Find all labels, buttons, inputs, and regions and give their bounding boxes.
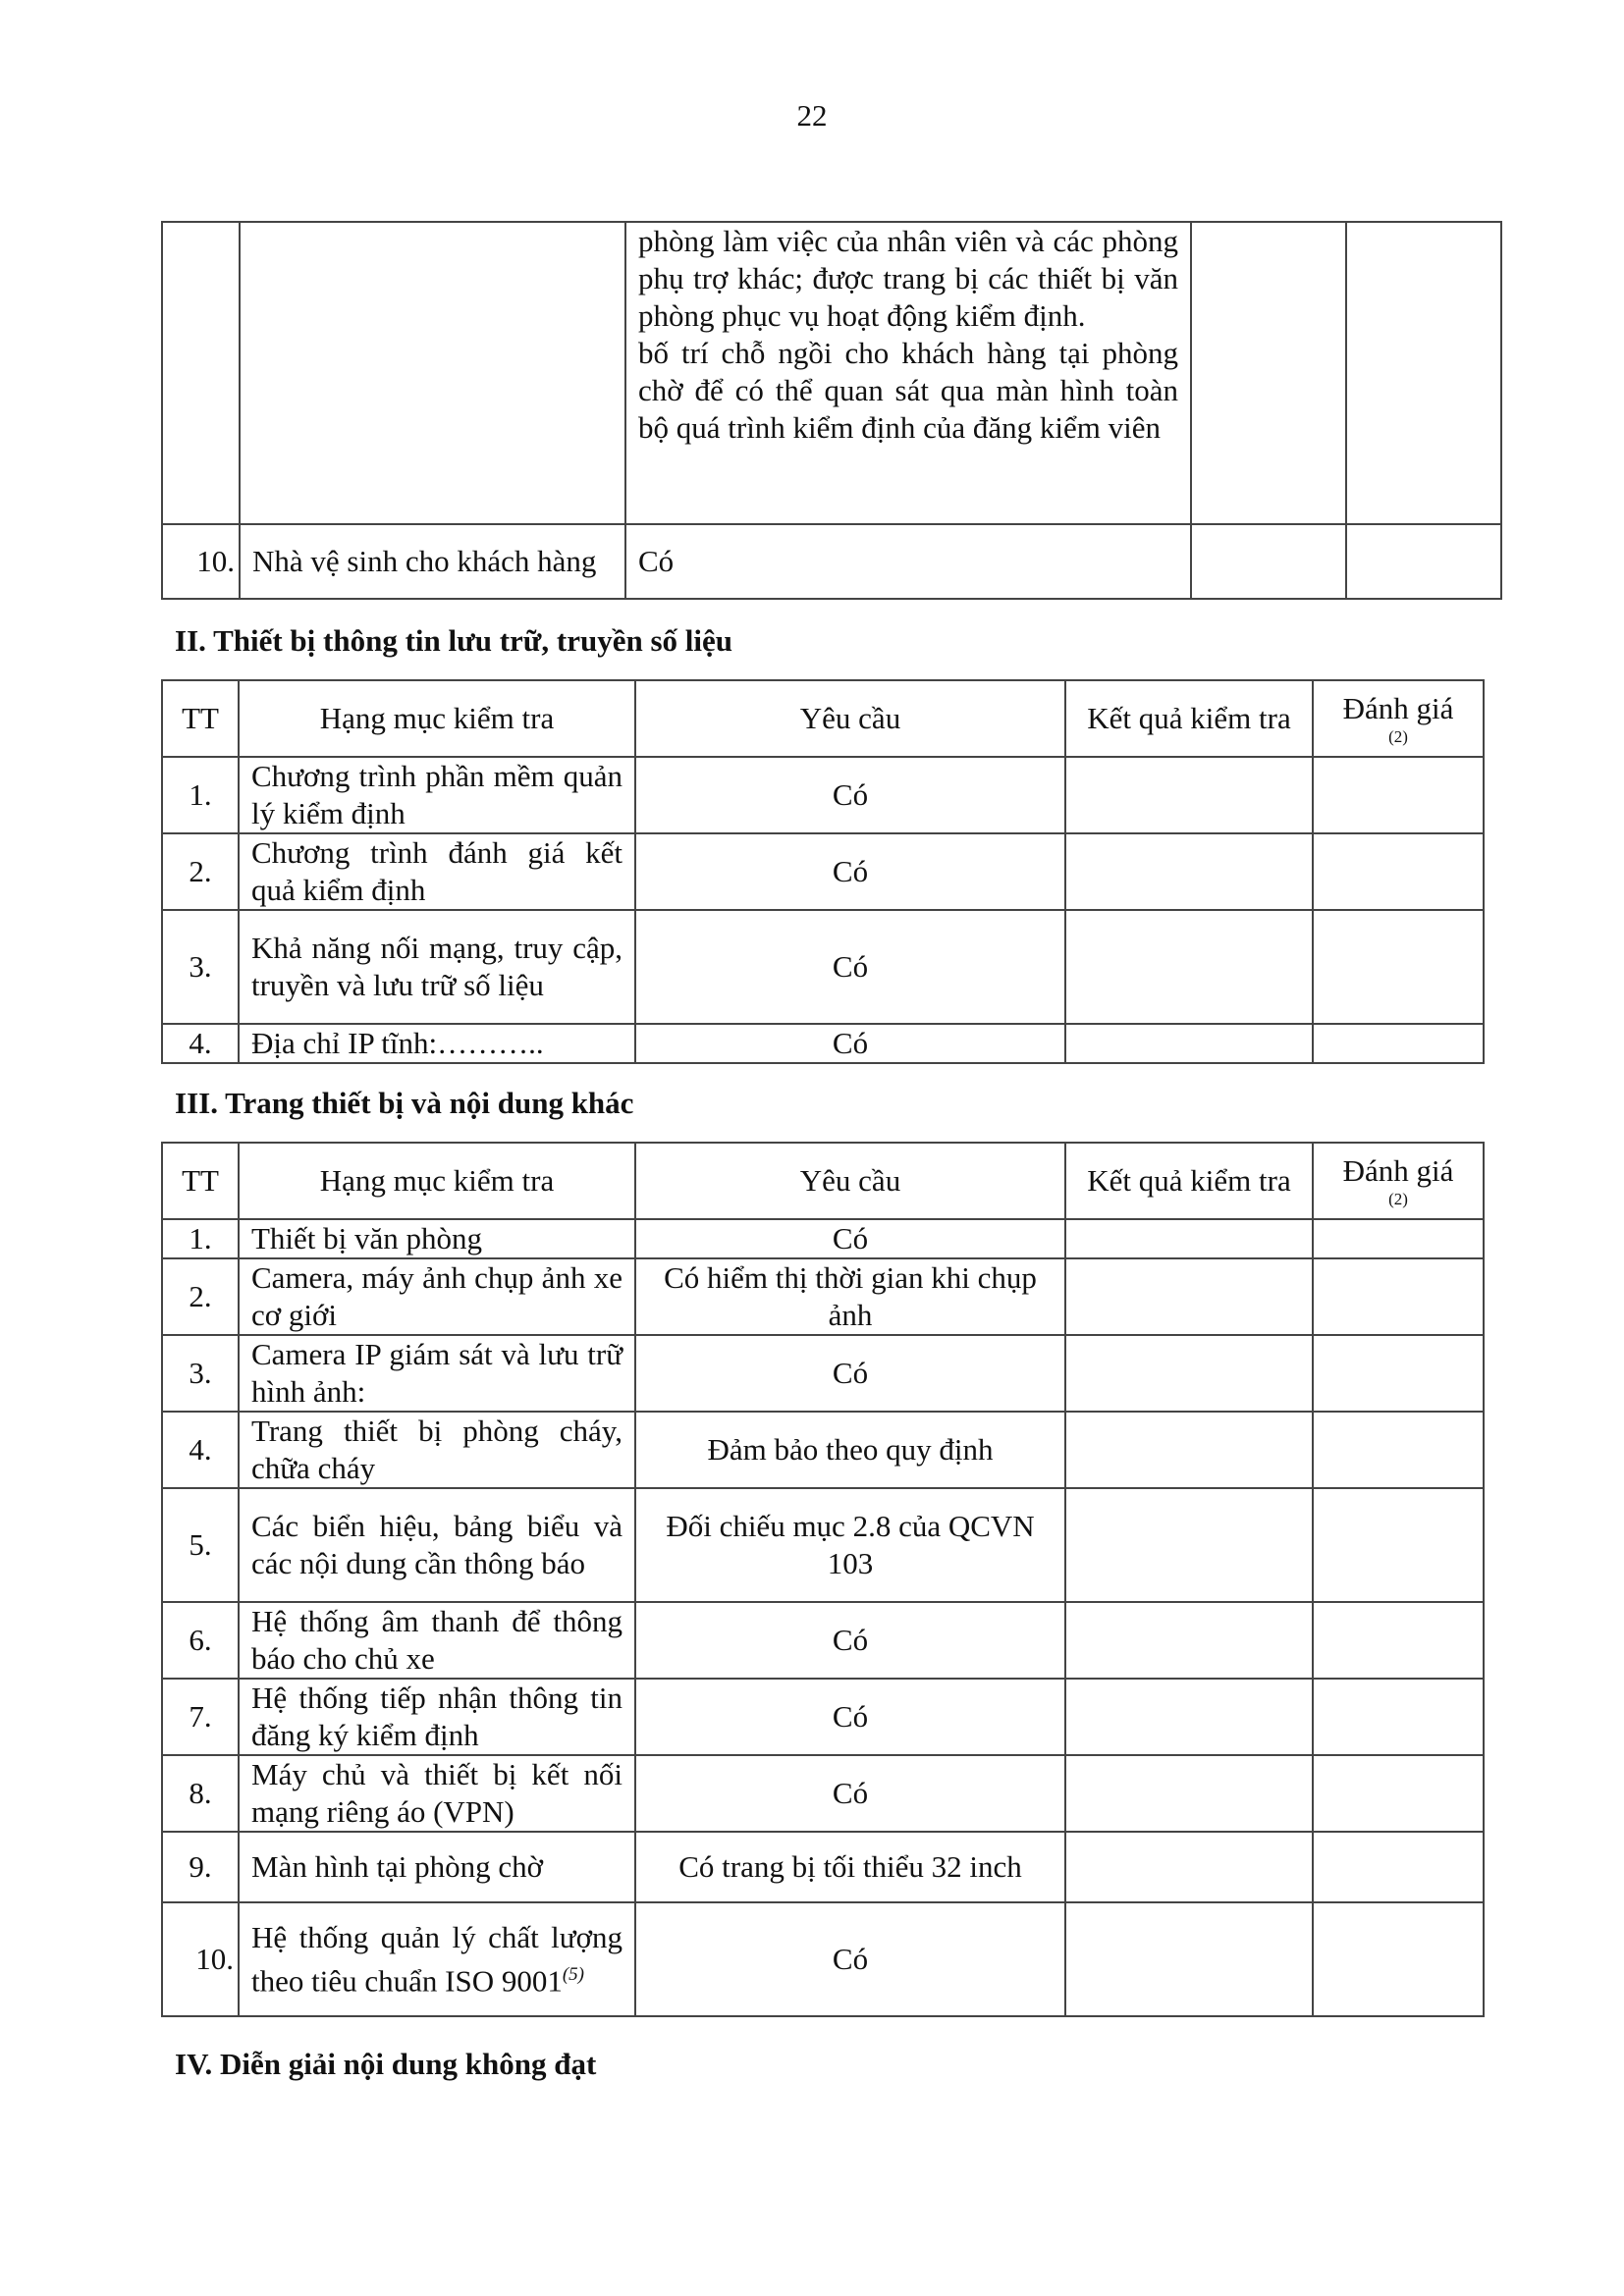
item-cell: Trang thiết bị phòng cháy, chữa cháy xyxy=(239,1412,635,1488)
result-cell xyxy=(1065,1024,1313,1063)
requirement-cell: Có xyxy=(635,1219,1065,1258)
eval-cell xyxy=(1313,1335,1484,1412)
item-cell: Chương trình phần mềm quản lý kiểm định xyxy=(239,757,635,833)
result-cell xyxy=(1065,757,1313,833)
header-requirement: Yêu cầu xyxy=(635,1143,1065,1219)
table-header-row xyxy=(162,680,1484,757)
result-cell xyxy=(1065,1219,1313,1258)
requirement-cell: Có xyxy=(635,910,1065,1024)
table-section3 xyxy=(161,1142,1485,2017)
result-cell xyxy=(1065,910,1313,1024)
requirement-cell: Có xyxy=(635,1335,1065,1412)
eval-cell xyxy=(1313,1412,1484,1488)
row-number: 1. xyxy=(162,757,239,833)
eval-cell xyxy=(1313,1679,1484,1755)
table-row xyxy=(162,757,1484,833)
result-cell xyxy=(1065,1679,1313,1755)
item-cell: Hệ thống âm thanh để thông báo cho chủ xe xyxy=(239,1602,635,1679)
header-requirement: Yêu cầu xyxy=(635,680,1065,757)
table-row xyxy=(162,1679,1484,1755)
result-cell xyxy=(1065,833,1313,910)
row-number: 10. xyxy=(162,524,240,599)
table-row xyxy=(162,1024,1484,1063)
requirement-cell: phòng làm việc của nhân viên và các phòng phụ trợ khác; được trang bị các thiết bị văn phòng phục vụ hoạt động kiểm định. bố trí chỗ ngồi cho khách hàng tại phòng chờ để có thể quan sát qua màn hình toàn bộ quá trình kiểm định của đăng kiểm viên xyxy=(625,222,1191,524)
item-cell: Thiết bị văn phòng xyxy=(239,1219,635,1258)
requirement-cell: Có xyxy=(635,833,1065,910)
item-cell: Camera, máy ảnh chụp ảnh xe cơ giới xyxy=(239,1258,635,1335)
result-cell xyxy=(1191,222,1346,524)
result-cell xyxy=(1065,1902,1313,2016)
requirement-cell: Đảm bảo theo quy định xyxy=(635,1412,1065,1488)
table-row xyxy=(162,222,1501,524)
table-row xyxy=(162,524,1501,599)
eval-cell xyxy=(1313,757,1484,833)
item-cell: Máy chủ và thiết bị kết nối mạng riêng áo (VPN) xyxy=(239,1755,635,1832)
page-number: 22 xyxy=(796,98,828,133)
row-number: 10. xyxy=(162,1902,239,2016)
item-cell: Các biển hiệu, bảng biểu và các nội dung cần thông báo xyxy=(239,1488,635,1602)
eval-cell xyxy=(1313,1832,1484,1902)
requirement-cell: Có xyxy=(635,1602,1065,1679)
footnote-mark: (2) xyxy=(1388,727,1408,746)
row-number: 2. xyxy=(162,1258,239,1335)
eval-cell xyxy=(1313,1602,1484,1679)
row-number: 4. xyxy=(162,1412,239,1488)
item-cell: Chương trình đánh giá kết quả kiểm định xyxy=(239,833,635,910)
requirement-cell: Có xyxy=(625,524,1191,599)
row-number: 7. xyxy=(162,1679,239,1755)
requirement-cell: Có xyxy=(635,1755,1065,1832)
table-row xyxy=(162,1755,1484,1832)
item-cell: Hệ thống tiếp nhận thông tin đăng ký kiểm định xyxy=(239,1679,635,1755)
result-cell xyxy=(1065,1832,1313,1902)
table-row xyxy=(162,1258,1484,1335)
eval-cell xyxy=(1313,1902,1484,2016)
header-result: Kết quả kiểm tra xyxy=(1065,680,1313,757)
footnote-mark: (2) xyxy=(1388,1190,1408,1208)
requirement-cell: Có xyxy=(635,1902,1065,2016)
row-number: 8. xyxy=(162,1755,239,1832)
result-cell xyxy=(1065,1335,1313,1412)
row-number: 6. xyxy=(162,1602,239,1679)
item-cell: Màn hình tại phòng chờ xyxy=(239,1832,635,1902)
row-number: 3. xyxy=(162,910,239,1024)
header-evaluation: Đánh giá (2) xyxy=(1313,680,1484,757)
eval-cell xyxy=(1313,1488,1484,1602)
table-row xyxy=(162,833,1484,910)
requirement-cell: Có xyxy=(635,1679,1065,1755)
table-row xyxy=(162,1412,1484,1488)
row-number: 2. xyxy=(162,833,239,910)
header-item: Hạng mục kiểm tra xyxy=(239,680,635,757)
eval-cell xyxy=(1313,1258,1484,1335)
eval-cell xyxy=(1313,1219,1484,1258)
table-row xyxy=(162,1602,1484,1679)
eval-cell xyxy=(1313,910,1484,1024)
table-row xyxy=(162,910,1484,1024)
header-tt: TT xyxy=(162,1143,239,1219)
table-row xyxy=(162,1902,1484,2016)
eval-cell xyxy=(1313,833,1484,910)
row-number: 9. xyxy=(162,1832,239,1902)
result-cell xyxy=(1065,1602,1313,1679)
item-cell: Khả năng nối mạng, truy cập, truyền và lưu trữ số liệu xyxy=(239,910,635,1024)
row-number: 5. xyxy=(162,1488,239,1602)
footnote-mark: (5) xyxy=(562,1963,584,1985)
item-cell: Nhà vệ sinh cho khách hàng xyxy=(240,524,625,599)
result-cell xyxy=(1065,1488,1313,1602)
table-row xyxy=(162,1488,1484,1602)
item-cell: Camera IP giám sát và lưu trữ hình ảnh: xyxy=(239,1335,635,1412)
eval-cell xyxy=(1346,222,1501,524)
header-result: Kết quả kiểm tra xyxy=(1065,1143,1313,1219)
section-4-heading: IV. Diễn giải nội dung không đạt xyxy=(175,2047,597,2081)
requirement-cell: Có xyxy=(635,1024,1065,1063)
item-cell: Địa chỉ IP tĩnh:……….. xyxy=(239,1024,635,1063)
section-3-heading: III. Trang thiết bị và nội dung khác xyxy=(175,1086,634,1120)
result-cell xyxy=(1065,1258,1313,1335)
header-tt: TT xyxy=(162,680,239,757)
row-number: 1. xyxy=(162,1219,239,1258)
result-cell xyxy=(1065,1755,1313,1832)
requirement-cell: Đối chiếu mục 2.8 của QCVN 103 xyxy=(635,1488,1065,1602)
eval-cell xyxy=(1313,1755,1484,1832)
eval-cell xyxy=(1346,524,1501,599)
table-row xyxy=(162,1832,1484,1902)
table-section1-continuation xyxy=(161,221,1502,600)
table-section2 xyxy=(161,679,1485,1064)
row-number: 3. xyxy=(162,1335,239,1412)
section-2-heading: II. Thiết bị thông tin lưu trữ, truyền số liệu xyxy=(175,623,733,658)
table-row xyxy=(162,1219,1484,1258)
requirement-cell: Có xyxy=(635,757,1065,833)
result-cell xyxy=(1065,1412,1313,1488)
table-header-row xyxy=(162,1143,1484,1219)
requirement-cell: Có hiểm thị thời gian khi chụp ảnh xyxy=(635,1258,1065,1335)
row-number: 4. xyxy=(162,1024,239,1063)
requirement-cell: Có trang bị tối thiểu 32 inch xyxy=(635,1832,1065,1902)
result-cell xyxy=(1191,524,1346,599)
eval-cell xyxy=(1313,1024,1484,1063)
table-row xyxy=(162,1335,1484,1412)
header-item: Hạng mục kiểm tra xyxy=(239,1143,635,1219)
header-evaluation: Đánh giá (2) xyxy=(1313,1143,1484,1219)
item-cell: Hệ thống quản lý chất lượng theo tiêu chuẩn ISO 9001$^{(5)}$ xyxy=(239,1902,635,2016)
